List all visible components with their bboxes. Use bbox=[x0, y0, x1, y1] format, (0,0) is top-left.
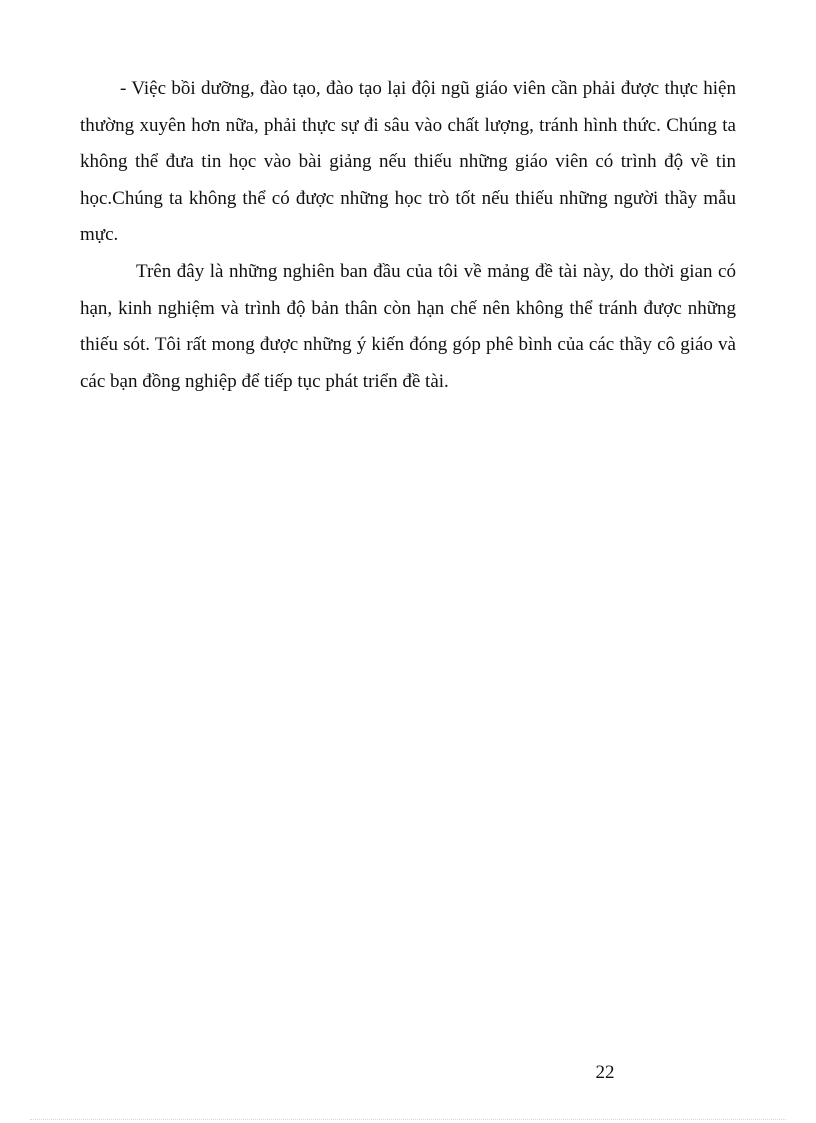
paragraph-conclusion: Trên đây là những nghiên ban đầu của tôi về mảng đề tài này, do thời gian có hạn, kinh nghiệm và trình độ bản thân còn hạn chế nên không thể tránh được những thiếu sót. Tôi rất mong được những ý kiến đóng góp phê bình của các thầy cô giáo và các bạn đồng nghiệp để tiếp tục phát triển đề tài. bbox=[80, 261, 736, 392]
page-number: 22 bbox=[595, 1062, 615, 1083]
paragraph-teacher-training: - Việc bồi dưỡng, đào tạo, đào tạo lại đội ngũ giáo viên cần phải được thực hiện thường xuyên hơn nữa, phải thực sự đi sâu vào chất lượng, tránh hình thức. Chúng ta không thể đưa tin học vào bài giảng nếu thiếu những giáo viên có trình độ về tin học.Chúng ta không thể có được những học trò tốt nếu thiếu những người thầy mẫu mực. bbox=[80, 78, 736, 245]
page-bottom-divider bbox=[30, 1119, 786, 1120]
